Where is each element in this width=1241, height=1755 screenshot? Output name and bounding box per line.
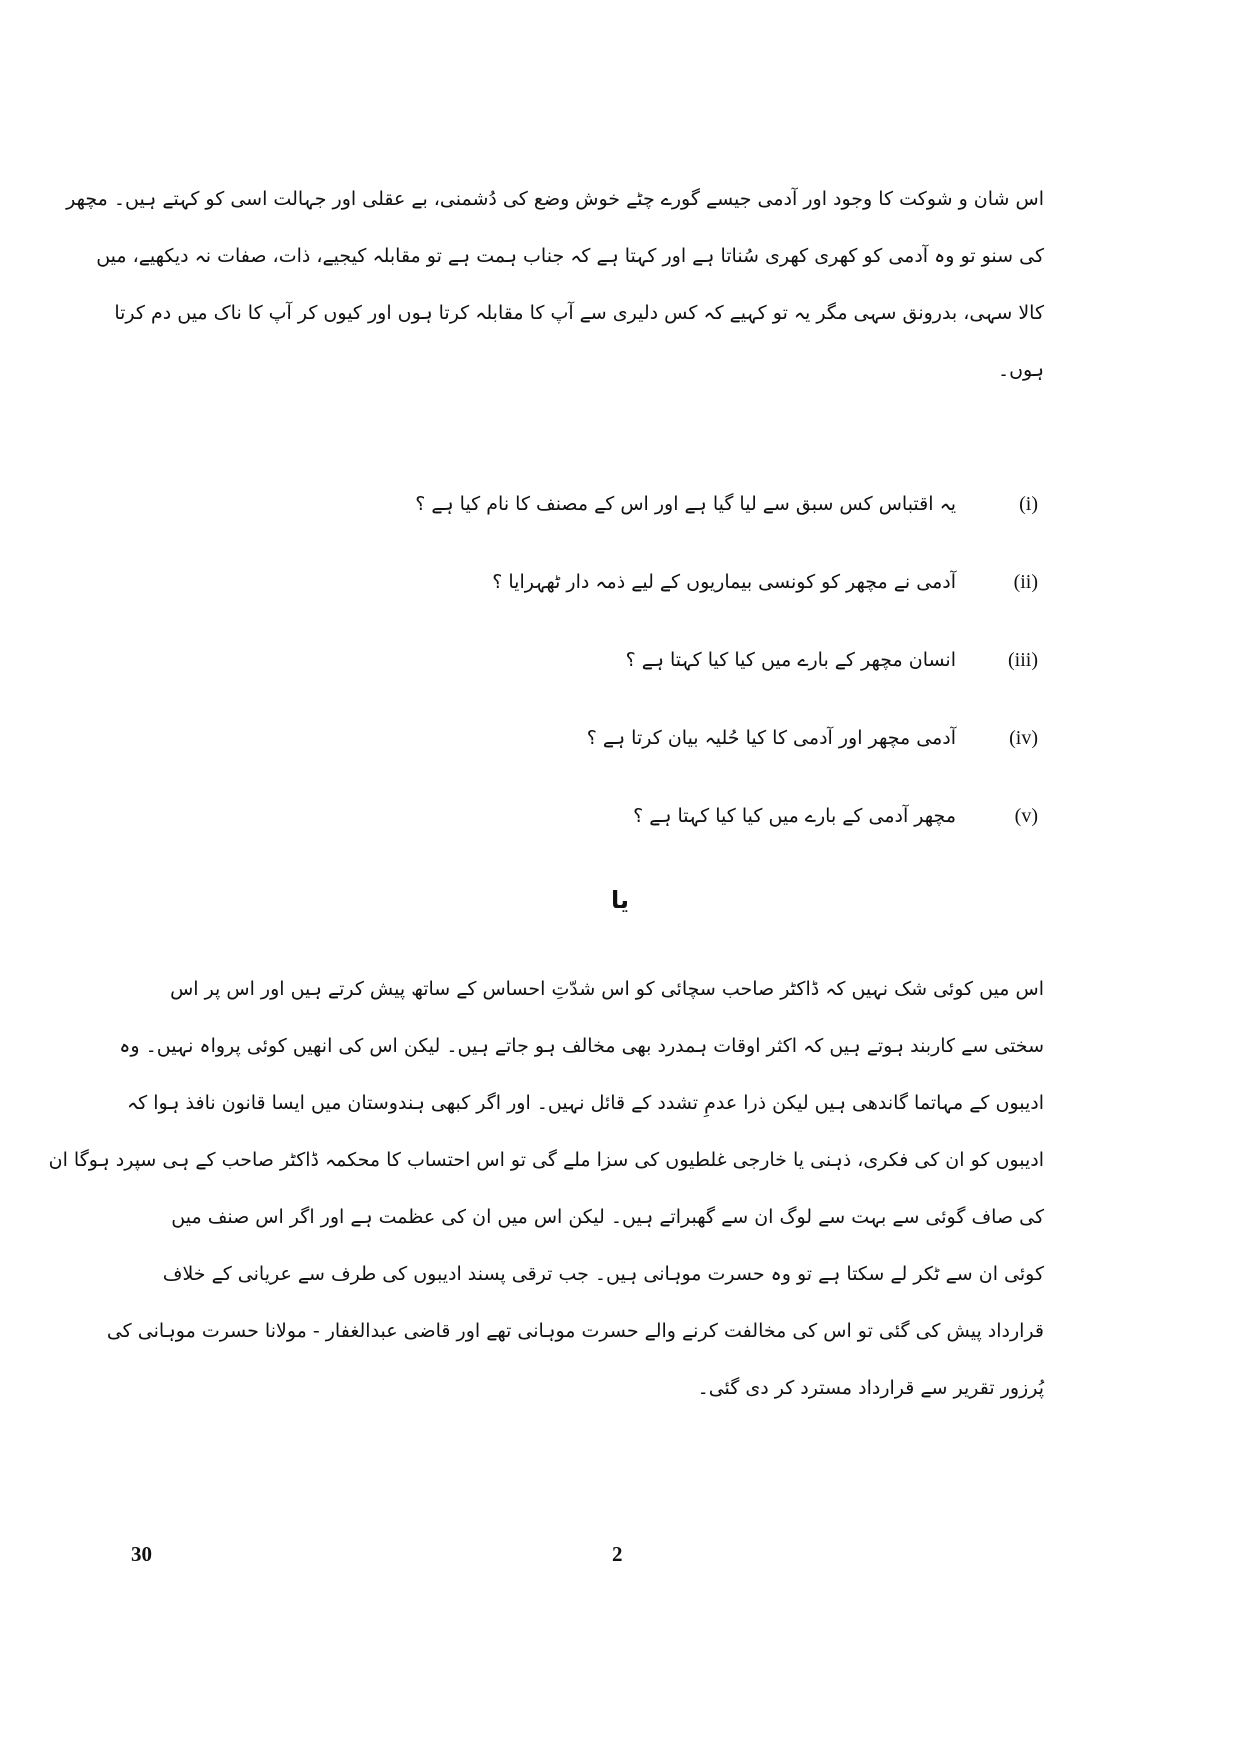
- passage-line: کی صاف گوئی سے بہت سے لوگ ان سے گھبراتے ہیں۔ لیکن اس میں ان کی عظمت ہے اور اگر اس صنف میں: [171, 1206, 1044, 1228]
- question-number: (ii): [1013, 571, 1038, 593]
- question-text: آدمی نے مچھر کو کونسی بیماریوں کے لیے ذمہ دار ٹھہرایا ؟: [492, 571, 956, 593]
- passage-1: [66, 171, 1044, 399]
- or-divider-label: یا: [610, 886, 630, 914]
- passage-line: قرارداد پیش کی گئی تو اس کی مخالفت کرنے والے حسرت موہانی تھے اور قاضی عبدالغفار - مولانا حسرت موہانی کی: [106, 1320, 1044, 1342]
- paper-code: 30: [131, 1542, 152, 1566]
- passage-line: کی سنو تو وہ آدمی کو کھری کھری سُناتا ہے اور کہتا ہے کہ جناب ہمت ہے تو مقابلہ کیجیے، ذات، صفات نہ دیکھیے، میں: [96, 245, 1044, 267]
- passage-line: پُرزور تقریر سے قرارداد مسترد کر دی گئی۔: [697, 1377, 1044, 1399]
- question-number: (i): [1019, 493, 1038, 515]
- passage-2: [48, 961, 1044, 1417]
- question-number: (iii): [1008, 649, 1038, 671]
- question-text: مچھر آدمی کے بارے میں کیا کیا کہتا ہے ؟: [633, 805, 956, 827]
- passage-line: اس میں کوئی شک نہیں کہ ڈاکٹر صاحب سچائی کو اس شدّتِ احساس کے ساتھ پیش کرتے ہیں اور اس پر اس: [170, 978, 1044, 1000]
- passage-line: ادیبوں کو ان کی فکری، ذہنی یا خارجی غلطیوں کی سزا ملے گی تو اس احتساب کا محکمہ ڈاکٹر صاحب کے ہی سپرد ہوگا ان: [48, 1149, 1044, 1171]
- question-number: (v): [1014, 805, 1038, 827]
- passage-line: کوئی ان سے ٹکر لے سکتا ہے تو وہ حسرت موہانی ہیں۔ جب ترقی پسند ادیبوں کی طرف سے عریانی کے خلاف: [162, 1263, 1044, 1285]
- question-item: [278, 484, 1038, 562]
- question-item: [278, 562, 1038, 640]
- question-item: [278, 718, 1038, 796]
- question-text: انسان مچھر کے بارے میں کیا کیا کہتا ہے ؟: [625, 649, 956, 671]
- passage-line: ہوں۔: [997, 359, 1044, 381]
- passage-line: ادیبوں کے مہاتما گاندھی ہیں لیکن ذرا عدمِ تشدد کے قائل نہیں۔ اور اگر کبھی ہندوستان میں ایسا قانون نافذ ہوا کہ: [127, 1092, 1044, 1114]
- question-text: یہ اقتباس کس سبق سے لیا گیا ہے اور اس کے مصنف کا نام کیا ہے ؟: [415, 493, 956, 515]
- question-number: (iv): [1009, 727, 1038, 749]
- passage-line: اس شان و شوکت کا وجود اور آدمی جیسے گورے چٹے خوش وضع کی دُشمنی، بے عقلی اور جہالت اسی کو کہتے ہیں۔ مچھر: [66, 188, 1044, 210]
- question-item: [278, 640, 1038, 718]
- passage-line: سختی سے کاربند ہوتے ہیں کہ اکثر اوقات ہمدرد بھی مخالف ہو جاتے ہیں۔ لیکن اس کی انھیں کوئی پرواہ نہیں۔ وہ: [119, 1035, 1044, 1057]
- question-list: [278, 484, 1038, 874]
- question-text: آدمی مچھر اور آدمی کا کیا حُلیہ بیان کرتا ہے ؟: [586, 727, 956, 749]
- question-item: [278, 796, 1038, 874]
- page-number: 2: [612, 1542, 623, 1566]
- passage-line: کالا سہی، بدرونق سہی مگر یہ تو کہیے کہ کس دلیری سے آپ کا مقابلہ کرتا ہوں اور کیوں کر آپ کا ناک میں دم کرتا: [114, 302, 1044, 324]
